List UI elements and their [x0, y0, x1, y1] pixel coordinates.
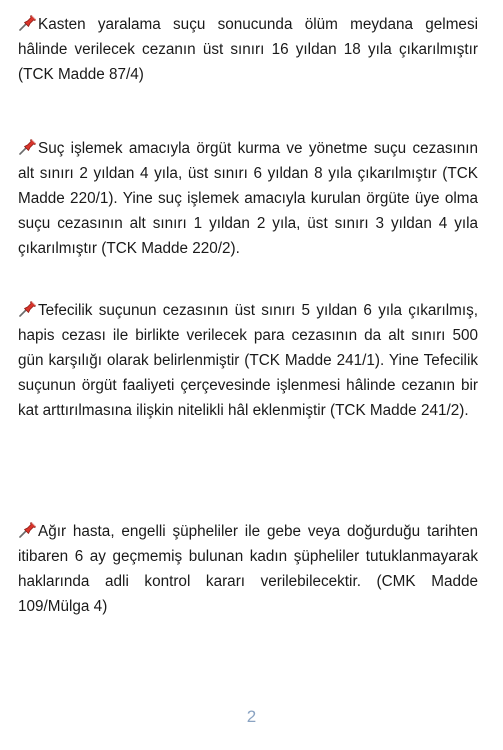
paragraph-text: Tefecilik suçunun cezasının üst sınırı 5 yıldan 6 yıla çıkarılmış, hapis cezası ile birlikte verilecek para cezasının da alt sınırı 500 gün karşılığı olarak belirlenmiştir (TCK Madde 241/1). Yine Tefecilik suçunun örgüt faaliyeti çerçevesinde işlenmesi hâlinde cezanın bir kat arttırılmasına ilişkin nitelikli hâl eklenmiştir (TCK Madde 241/2). [18, 302, 478, 419]
pushpin-icon [18, 138, 37, 155]
pushpin-icon [18, 521, 37, 538]
paragraph-text: Kasten yaralama suçu sonucunda ölüm meydana gelmesi hâlinde verilecek cezanın üst sınırı 16 yıldan 18 yıla çıkarılmıştır (TCK Madde 87/4) [18, 16, 478, 83]
paragraph-4 [18, 519, 478, 619]
paragraph-2 [18, 136, 478, 261]
paragraph-3 [18, 298, 478, 423]
page-number: 2 [246, 707, 257, 726]
paragraph-text: Ağır hasta, engelli şüpheliler ile gebe veya doğurduğu tarihten itibaren 6 ay geçmemiş bulunan kadın şüpheliler tutuklanmayarak haklarında adli kontrol kararı verilebilecektir. (CMK Madde 109/Mülga 4) [18, 523, 478, 615]
paragraph-text: Suç işlemek amacıyla örgüt kurma ve yönetme suçu cezasının alt sınırı 2 yıldan 4 yıla, üst sınırı 6 yıldan 8 yıla çıkarılmıştır (TCK Madde 220/1). Yine suç işlemek amacıyla kurulan örgüte üye olma suçu cezasının alt sınırı 1 yıldan 2 yıla, üst sınırı 3 yıldan 4 yıla çıkarılmıştır (TCK Madde 220/2). [18, 140, 478, 257]
paragraph-1 [18, 12, 478, 87]
pushpin-icon [18, 300, 37, 317]
pushpin-icon [18, 14, 37, 31]
